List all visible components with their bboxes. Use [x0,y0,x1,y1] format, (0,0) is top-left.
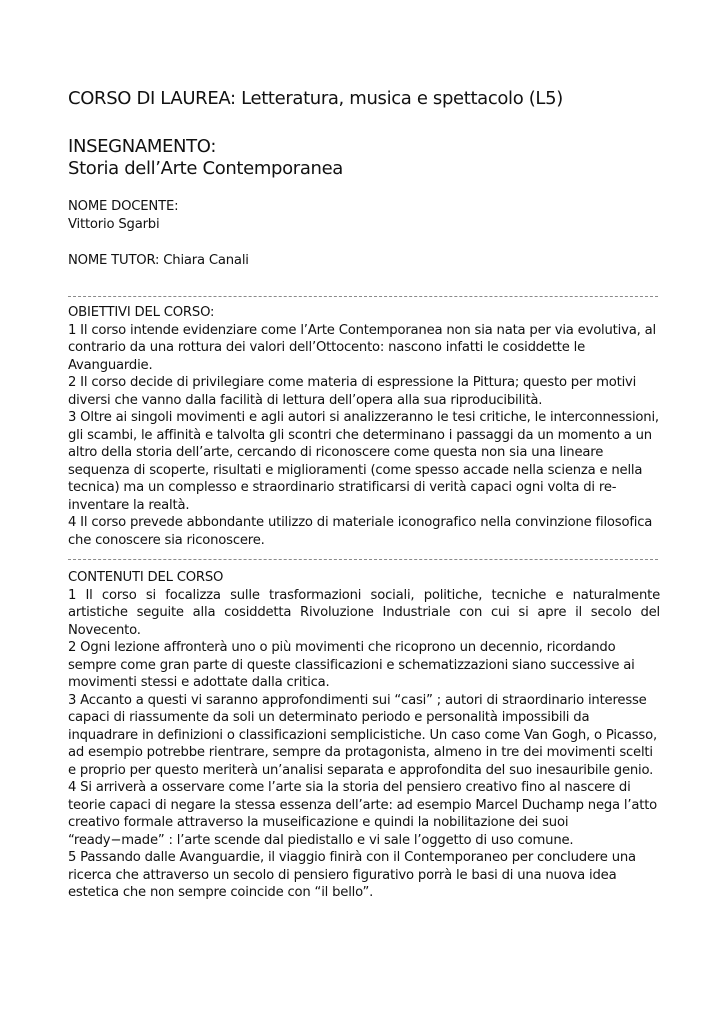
docente-name: Vittorio Sgarbi [68,217,160,232]
docente-label: NOME DOCENTE: [68,199,179,214]
section-divider [68,296,658,297]
objective-item: 3 Oltre ai singoli movimenti e agli autori si analizzeranno le tesi critiche, le interconnessioni, gli scambi, le affinità e talvolta gli scontri che determinano i passaggi da un momento a un altro della storia dell’arte, cercando di riconoscere come questa non sia una lineare sequenza di scoperte, risultati e miglioramenti (come spesso accade nella scienza e nella tecnica) ma un complesso e straordinario stratificarsi di verità capaci ogni volta di re-inventare la realtà. [68,410,659,513]
contents-section [68,569,660,902]
teaching-label: INSEGNAMENTO: [68,136,217,157]
docente-block [68,198,178,234]
objectives-heading: OBIETTIVI DEL CORSO: [68,305,215,320]
contents-heading: CONTENUTI DEL CORSO [68,570,224,585]
tutor-text: NOME TUTOR: Chiara Canali [68,253,249,268]
objective-item: 2 Il corso decide di privilegiare come materia di espressione la Pittura; questo per motivi diversi che vanno dalla facilità di lettura dell’opera alla sua riproducibilità. [68,375,637,408]
content-item: 3 Accanto a questi vi saranno approfondimenti sui “casi” ; autori di straordinario interesse capaci di riassumente da soli un determinato periodo e personalità impossibili da inquadrare in definizioni o classificazioni semplicistiche. Un caso come Van Gogh, o Picasso, ad esempio potrebbe rientrare, sempre da protagonista, almeno in tre dei movimenti scelti e proprio per questo meriterà un’analisi separata e approfondita del suo inesauribile genio. [68,692,657,778]
objective-item: 1 Il corso intende evidenziare come l’Arte Contemporanea non sia nata per via evolutiva, al contrario da una rottura dei valori dell’Ottocento: nascono infatti le cosiddette le Avanguardie. [68,322,656,373]
content-item: 2 Ogni lezione affronterà uno o più movimenti che ricoprono un decennio, ricordando sempre come gran parte di queste classificazioni e schematizzazioni siano successive ai movimenti stessi e adottate dalla critica. [68,640,635,690]
content-item: 1 Il corso si focalizza sulle trasformazioni sociali, politiche, tecniche e naturalmente artistiche seguite alla cosiddetta Rivoluzione Industriale con cui si apre il secolo del Novecento. [68,587,660,638]
course-of-study [68,88,563,110]
teaching-title: Storia dell’Arte Contemporanea [68,158,343,179]
course-value: Letteratura, musica e spettacolo (L5) [241,88,563,109]
section-divider [68,559,658,560]
objectives-section [68,304,660,549]
teaching-block [68,136,343,180]
tutor-line [68,252,249,270]
objective-item: 4 Il corso prevede abbondante utilizzo di materiale iconografico nella convinzione filosofica che conoscere sia riconoscere. [68,515,653,548]
content-item: 5 Passando dalle Avanguardie, il viaggio finirà con il Contemporaneo per concludere una ricerca che attraverso un secolo di pensiero figurativo porrà le basi di una nuova idea estetica che non sempre coincide con “il bello”. [68,850,636,900]
content-item: 4 Si arriverà a osservare come l’arte sia la storia del pensiero creativo fino al nascere di teorie capaci di negare la stessa essenza dell’arte: ad esempio Marcel Duchamp nega l’atto creativo formale attraverso la museificazione e quindi la nobilitazione dei suoi “ready−made” : l’arte scende dal piedistallo e vi sale l’oggetto di uso comune. [68,780,658,848]
course-label: CORSO DI LAUREA: [68,88,236,109]
